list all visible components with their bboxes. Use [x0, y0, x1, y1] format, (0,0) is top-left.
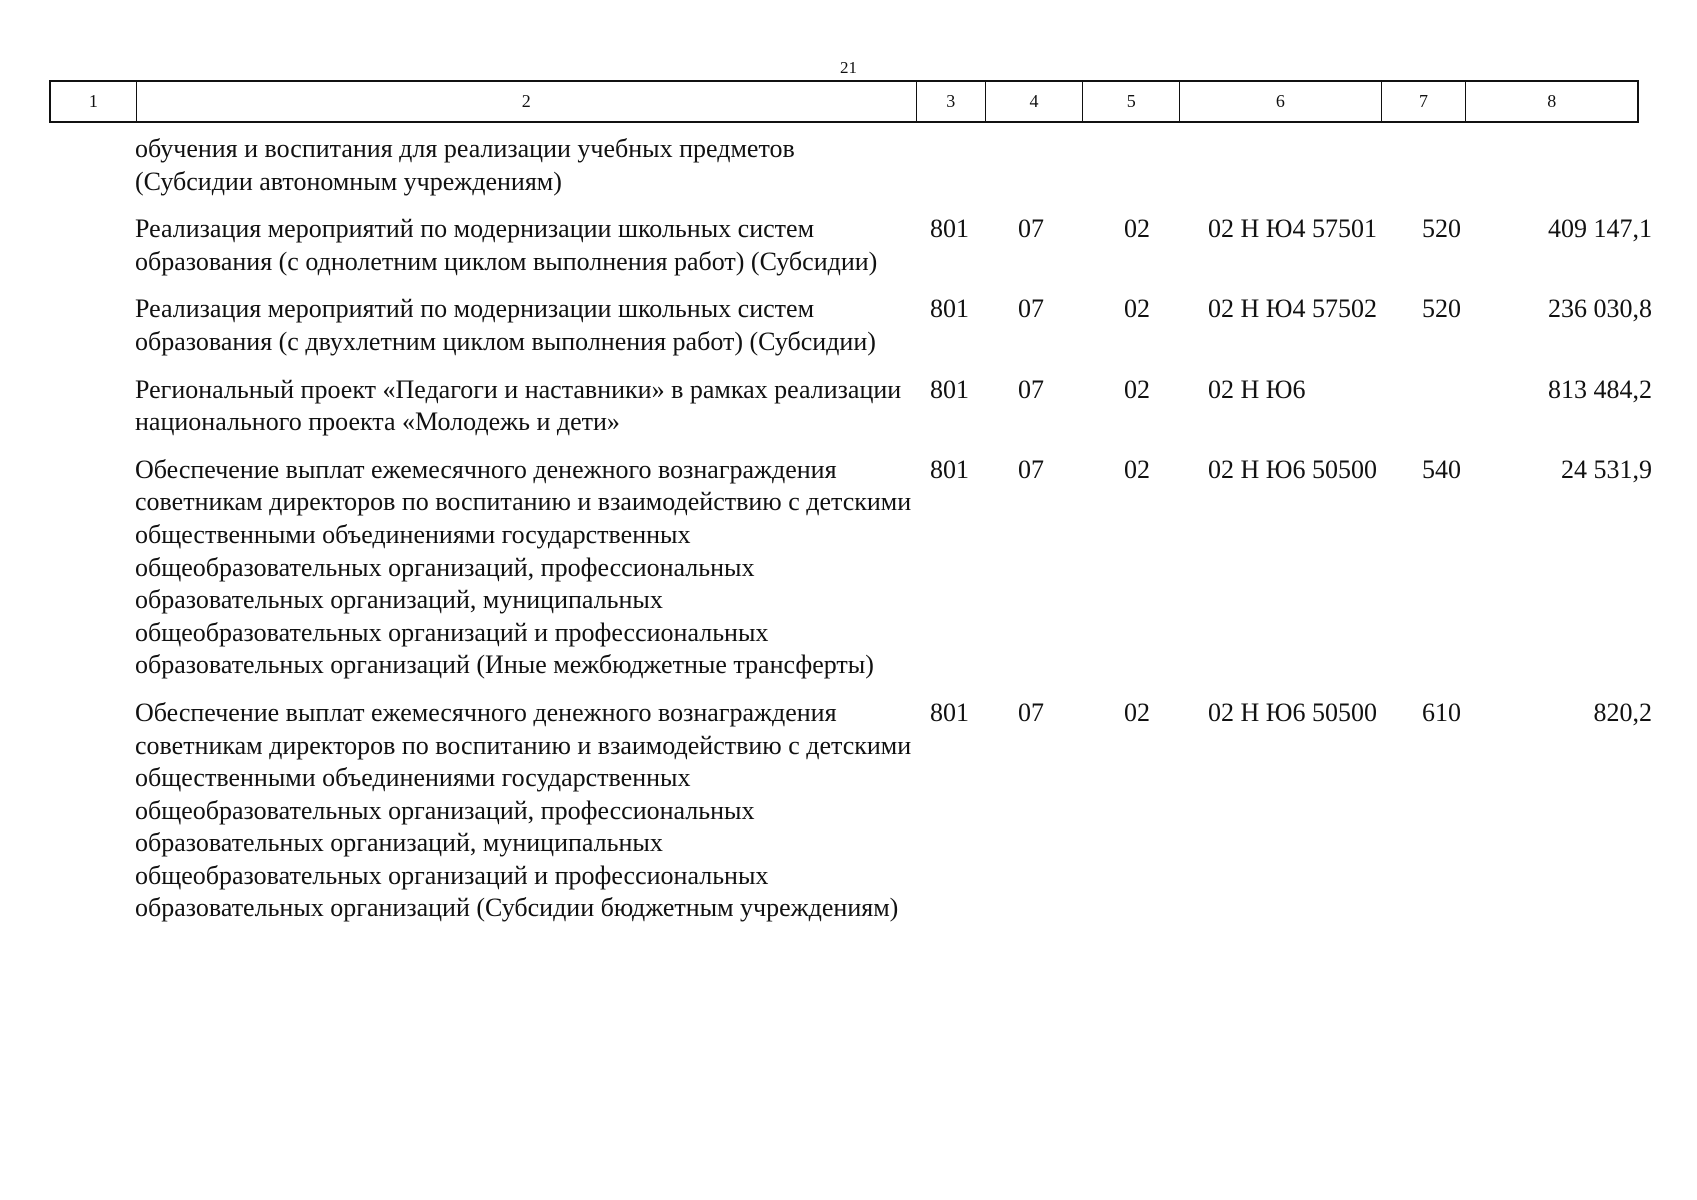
- row-section: 07: [1018, 294, 1044, 324]
- row-ved: 801: [930, 697, 969, 727]
- row-target-article: 02 Н Ю6 50500: [1208, 697, 1377, 727]
- table-header: [49, 80, 1639, 123]
- row-amount: 236 030,8: [1548, 294, 1652, 324]
- row-amount: 820,2: [1593, 697, 1652, 727]
- row-expense-type: 540: [1422, 454, 1461, 484]
- header-col-5: 5: [1083, 82, 1180, 121]
- row-description: Региональный проект «Педагоги и наставники» в рамках реализации национального проекта «Молодежь и дети»: [135, 374, 902, 437]
- row-description: обучения и воспитания для реализации учебных предметов (Субсидии автономным учреждениям): [135, 134, 795, 196]
- row-target-article: [1208, 133, 1422, 198]
- row-amount: [1492, 133, 1652, 198]
- row-description: Реализация мероприятий по модернизации школьных систем образования (с однолетним циклом выполнения работ) (Субсидии): [135, 214, 878, 276]
- header-col-7: 7: [1382, 82, 1467, 121]
- row-amount: 813 484,2: [1548, 374, 1652, 404]
- row-expense-type: 520: [1422, 294, 1461, 324]
- row-amount: 409 147,1: [1548, 214, 1652, 244]
- row-subsection: 02: [1124, 374, 1150, 404]
- table-row: [135, 454, 1652, 682]
- row-target-article: 02 Н Ю4 57502: [1208, 294, 1377, 324]
- header-col-3: 3: [917, 82, 986, 121]
- row-ved: 801: [930, 374, 969, 404]
- row-subsection: 02: [1124, 454, 1150, 484]
- row-subsection: 02: [1124, 294, 1150, 324]
- row-section: 07: [1018, 214, 1044, 244]
- row-ved: 801: [930, 214, 969, 244]
- page-number: 21: [840, 58, 857, 77]
- row-description: Реализация мероприятий по модернизации школьных систем образования (с двухлетним циклом выполнения работ) (Субсидии): [135, 294, 876, 356]
- header-col-2: 2: [137, 82, 917, 121]
- row-amount: 24 531,9: [1561, 454, 1652, 484]
- row-ved: 801: [930, 454, 969, 484]
- row-expense-type: 520: [1422, 214, 1461, 244]
- table-row: [135, 213, 1652, 278]
- table-row: [135, 133, 1635, 198]
- row-section: 07: [1018, 454, 1044, 484]
- row-target-article: 02 Н Ю4 57501: [1208, 214, 1377, 244]
- row-target-article: 02 Н Ю6: [1208, 374, 1306, 404]
- table-row: [135, 697, 1652, 925]
- row-section: 07: [1018, 374, 1044, 404]
- row-expense-type: 610: [1422, 697, 1461, 727]
- row-expense-type: [1422, 133, 1492, 198]
- row-description: Обеспечение выплат ежемесячного денежного вознаграждения советникам директоров по воспитанию и взаимодействию с детскими общественными объединениями государственных общеобразовательных организаций, профессиональных образовательных организаций, муниципальных общеобразовательных организаций и профессиональных образовательных организаций (Иные межбюджетные трансферты): [135, 454, 912, 680]
- row-expense-type: [1422, 374, 1492, 439]
- row-subsection: [1110, 133, 1208, 198]
- row-target-article: 02 Н Ю6 50500: [1208, 454, 1377, 484]
- row-ved: [930, 133, 1012, 198]
- row-section: [1012, 133, 1110, 198]
- table-body: [135, 133, 1652, 940]
- table-row: [135, 293, 1652, 358]
- header-col-6: 6: [1180, 82, 1381, 121]
- row-subsection: 02: [1124, 214, 1150, 244]
- header-col-1: 1: [51, 82, 137, 121]
- header-col-8: 8: [1547, 91, 1557, 111]
- header-col-4: 4: [986, 82, 1084, 121]
- row-description: Обеспечение выплат ежемесячного денежного вознаграждения советникам директоров по воспитанию и взаимодействию с детскими общественными объединениями государственных общеобразовательных организаций, профессиональных образовательных организаций, муниципальных общеобразовательных организаций и профессиональных образовательных организаций (Субсидии бюджетным учреждениям): [135, 697, 912, 923]
- row-subsection: 02: [1124, 697, 1150, 727]
- row-ved: 801: [930, 294, 969, 324]
- table-row: [135, 374, 1652, 439]
- row-section: 07: [1018, 697, 1044, 727]
